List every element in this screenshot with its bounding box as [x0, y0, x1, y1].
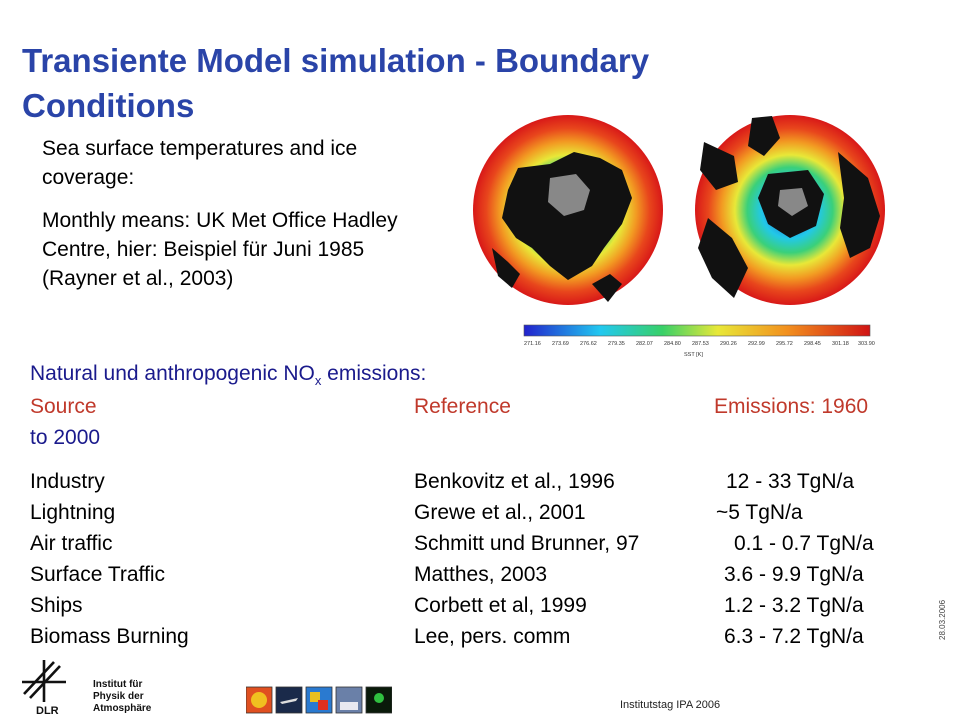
cbar-tick: 298.45	[804, 341, 821, 347]
sst-colorbar	[524, 325, 870, 336]
row-reference: Lee, pers. comm	[414, 625, 571, 648]
row-reference: Grewe et al., 2001	[414, 501, 586, 524]
row-source: Surface Traffic	[30, 563, 166, 586]
row-value: 12 - 33 TgN/a	[726, 470, 855, 493]
dlr-logo	[14, 658, 76, 716]
row-reference: Corbett et al, 1999	[414, 594, 587, 617]
cbar-label: SST [K]	[684, 352, 703, 358]
cbar-tick: 295.72	[776, 341, 793, 347]
institute-name: Institut für Physik der Atmosphäre	[93, 679, 152, 714]
header-emissions: Emissions: 1960	[714, 395, 869, 418]
table-row	[0, 501, 960, 532]
row-value: 6.3 - 7.2 TgN/a	[724, 625, 864, 648]
dlr-logo-text: DLR	[36, 705, 59, 716]
emissions-heading: Natural und anthropogenic $NO_x$ emissions:	[30, 362, 427, 389]
row-value: ~5 TgN/a	[716, 501, 803, 524]
header-source: Source	[30, 395, 97, 418]
table-row	[0, 625, 960, 656]
date-label: 28.03.2006	[938, 599, 947, 640]
table-row	[0, 563, 960, 594]
cbar-tick: 271.16	[524, 341, 541, 347]
cbar-tick: 273.69	[552, 341, 569, 347]
cbar-tick: 279.35	[608, 341, 625, 347]
row-source: Industry	[30, 470, 105, 493]
cbar-tick: 282.07	[636, 341, 653, 347]
row-source: Lightning	[30, 501, 116, 524]
page-title: Transiente Model simulation - Boundary Conditions	[22, 42, 650, 124]
intro-source-text: Monthly means: UK Met Office Hadley Centre, hier: Beispiel für Juni 1985 (Rayner et al., 2003)	[42, 209, 398, 290]
row-value: 1.2 - 3.2 TgN/a	[724, 594, 864, 617]
cbar-tick: 292.99	[748, 341, 765, 347]
cbar-tick: 284.80	[664, 341, 681, 347]
row-source: Biomass Burning	[30, 625, 189, 648]
row-reference: Schmitt und Brunner, 97	[414, 532, 640, 555]
row-value: 0.1 - 0.7 TgN/a	[734, 532, 874, 555]
table-row	[0, 470, 960, 501]
cbar-tick: 303.90	[858, 341, 875, 347]
row-source: Air traffic	[30, 532, 113, 555]
intro-sst-text: Sea surface temperatures and ice coverage:	[42, 137, 358, 189]
table-row	[0, 532, 960, 563]
row-reference: Benkovitz et al., 1996	[414, 470, 615, 493]
footer-text: Institutstag IPA 2006	[620, 699, 721, 711]
table-row	[0, 594, 960, 625]
cbar-tick: 290.26	[720, 341, 737, 347]
cbar-tick: 301.18	[832, 341, 849, 347]
row-source: Ships	[30, 594, 83, 617]
south-pole-map	[695, 115, 885, 305]
north-pole-map	[473, 115, 663, 305]
cbar-tick: 276.62	[580, 341, 597, 347]
thumbnail-strip	[246, 686, 392, 714]
cbar-tick: 287.53	[692, 341, 709, 347]
header-reference: Reference	[414, 395, 511, 418]
row-value: 3.6 - 9.9 TgN/a	[724, 563, 864, 586]
sst-polar-maps	[472, 98, 902, 370]
header-emissions-cont: to 2000	[30, 426, 101, 449]
row-reference: Matthes, 2003	[414, 563, 548, 586]
